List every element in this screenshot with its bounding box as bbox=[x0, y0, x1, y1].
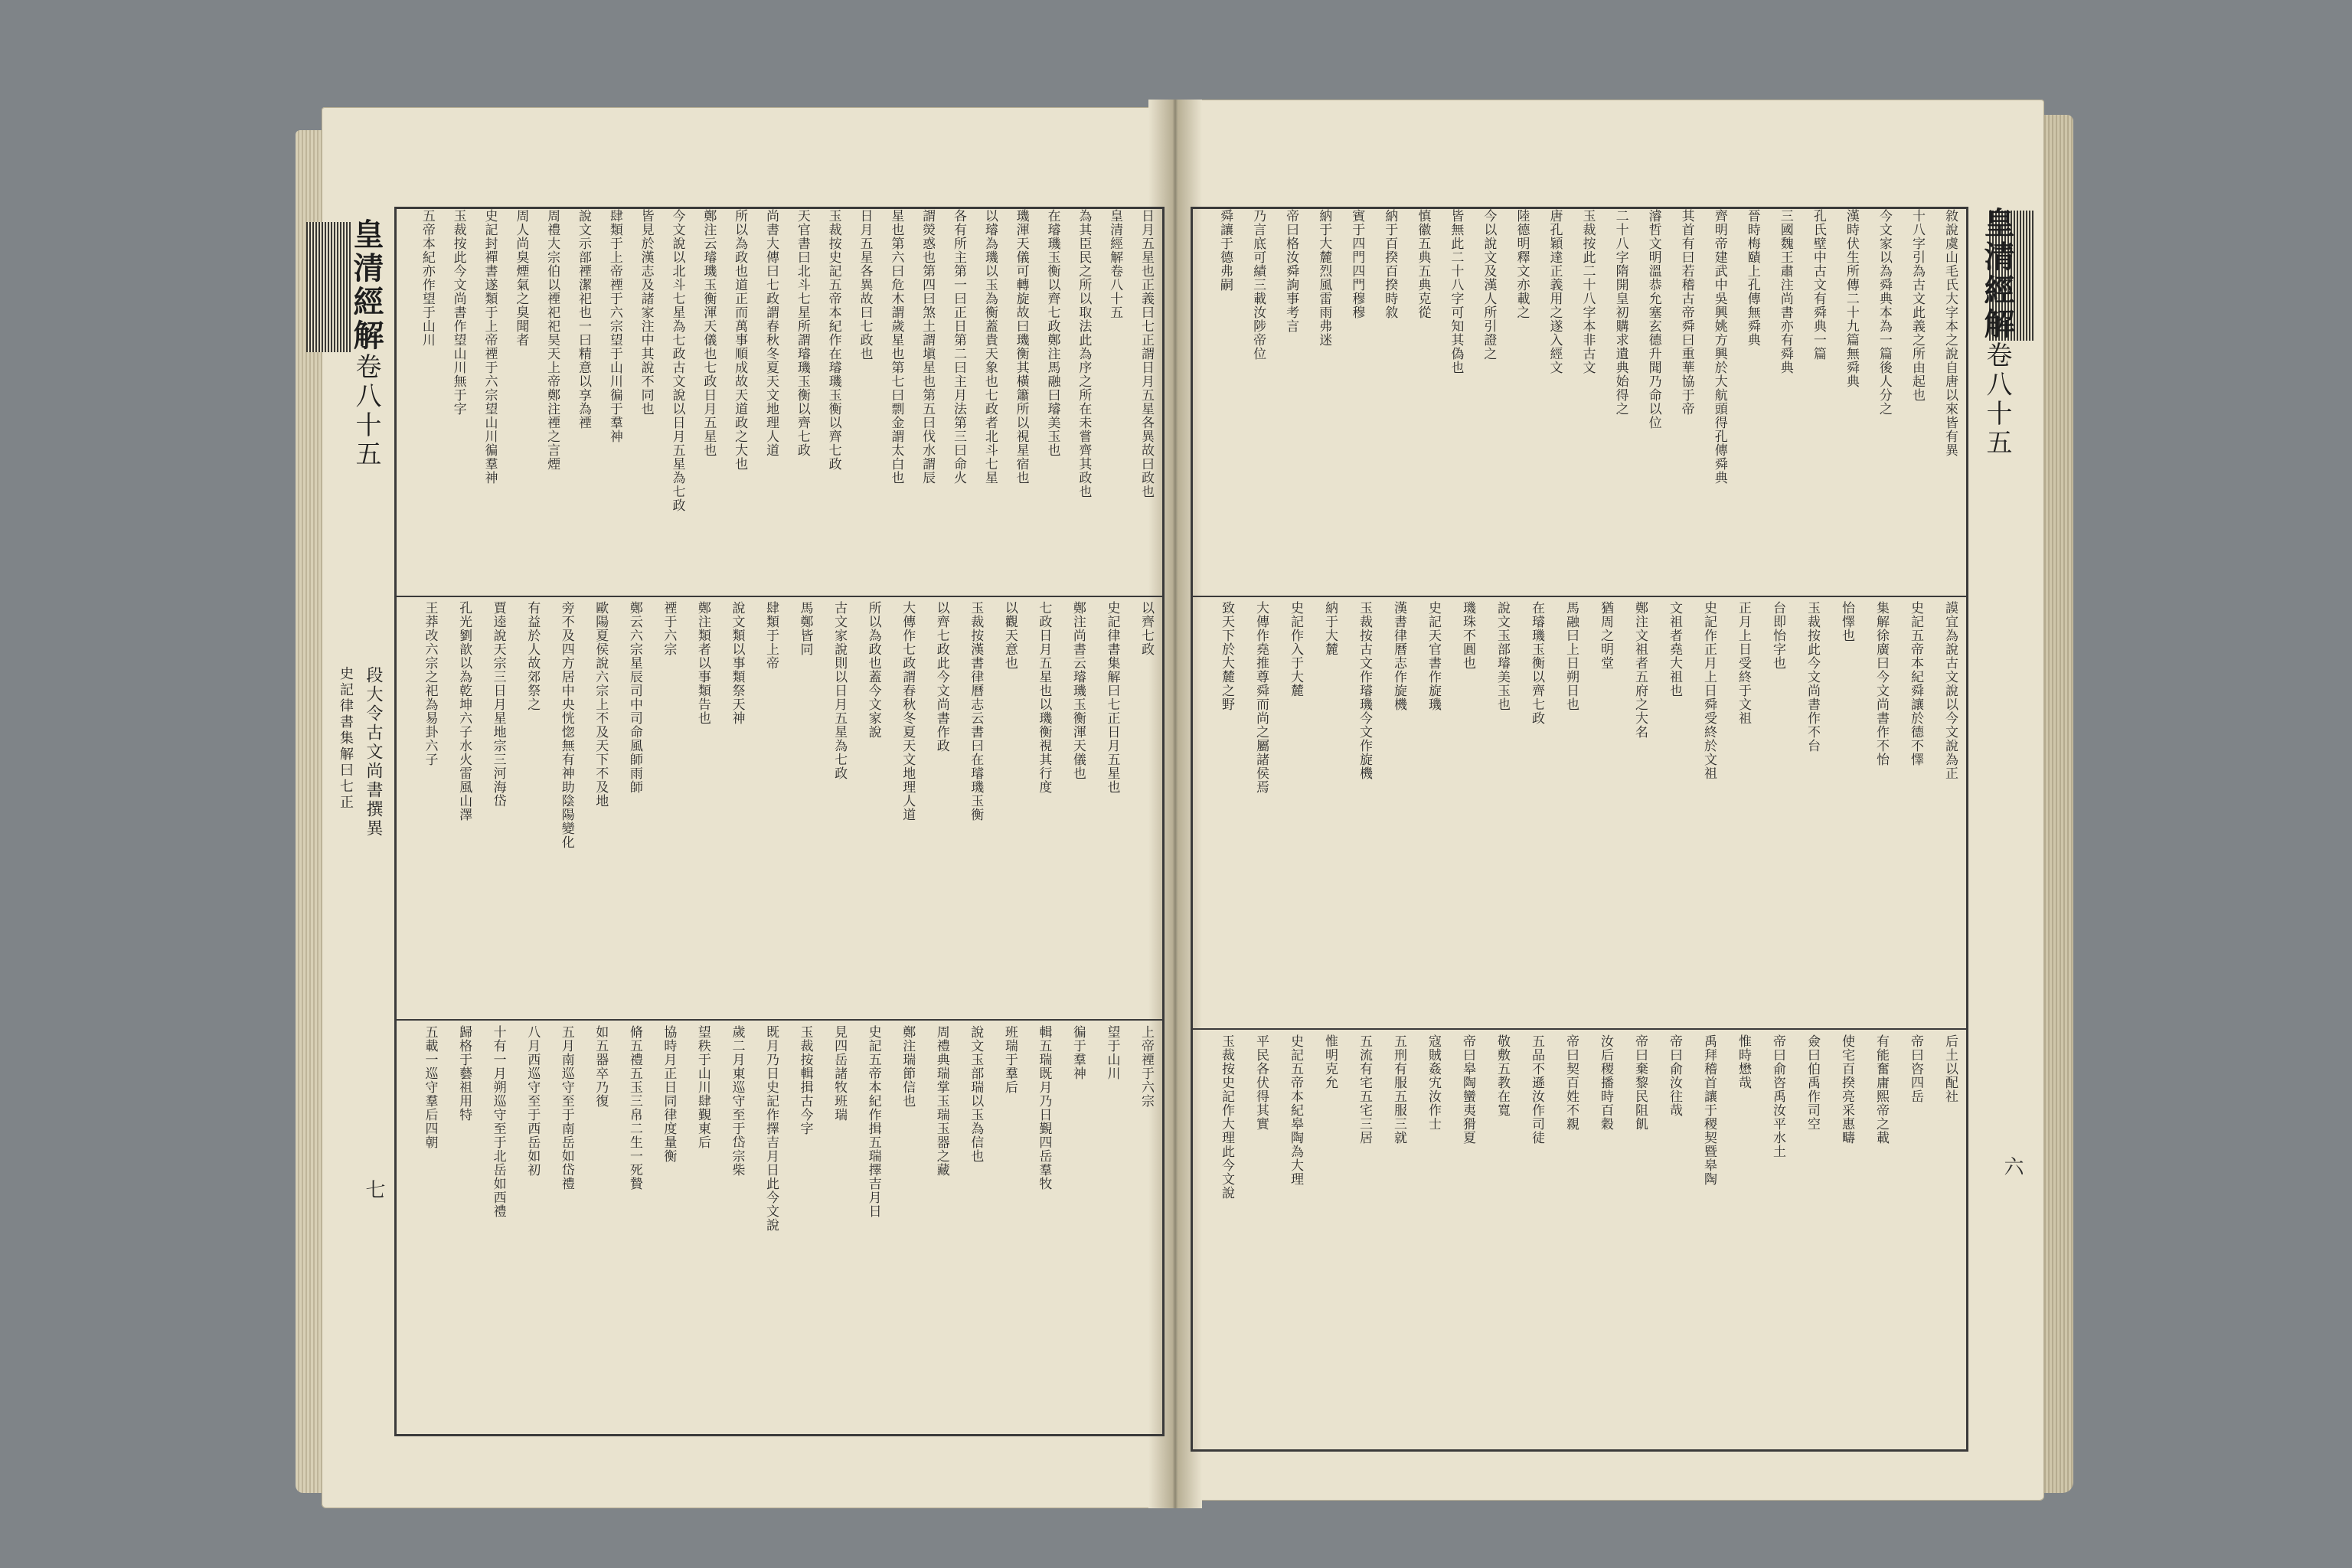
text-column: 皇清經解卷八十五 bbox=[1107, 209, 1123, 319]
text-column: 鄭注瑞節信也 bbox=[900, 1025, 916, 1108]
text-column: 史記封禪書遂類于上帝禋于六宗望山川徧羣神 bbox=[482, 209, 498, 485]
text-column: 鄭注尚書云璿璣玉衡渾天儀也 bbox=[1070, 601, 1086, 780]
text-column: 各有所主第一曰正日第二曰主月法第三曰命火 bbox=[951, 209, 966, 485]
text-column: 見四岳諸牧班瑞 bbox=[831, 1025, 848, 1122]
text-column: 肆類于上帝 bbox=[763, 601, 779, 670]
text-column: 怡懌也 bbox=[1839, 601, 1854, 642]
text-column: 十有一月朔巡守至于北岳如西禮 bbox=[490, 1025, 506, 1218]
text-column: 史記天官書作旋璣 bbox=[1426, 601, 1441, 711]
text-column: 璣渾天儀可轉旋故曰璣衡其橫簫所以視星宿也 bbox=[1013, 209, 1029, 485]
text-column: 皆無此二十八字可知其偽也 bbox=[1448, 209, 1464, 374]
text-column: 納于大麓 bbox=[1322, 601, 1338, 656]
text-column: 惟明克允 bbox=[1322, 1034, 1338, 1089]
text-column: 玉裁按史記五帝本紀作在璿璣玉衡以齊七政 bbox=[825, 209, 841, 471]
text-column: 歐陽夏侯說六宗上不及天下不及地 bbox=[593, 601, 609, 808]
text-column: 今以說文及漢人所引證之 bbox=[1481, 209, 1497, 361]
text-column: 以觀天意也 bbox=[1001, 601, 1018, 670]
text-column: 史記作入于大麓 bbox=[1288, 601, 1303, 697]
text-column: 望秩于山川肆覲東后 bbox=[694, 1025, 710, 1149]
text-column: 鄭注類者以事類告也 bbox=[694, 601, 710, 725]
text-column: 漢書律曆志作旋機 bbox=[1391, 601, 1406, 711]
text-column: 鄭注文祖者五府之大名 bbox=[1632, 601, 1648, 739]
text-column: 十八字引為古文此義之所由起也 bbox=[1909, 209, 1925, 402]
text-column: 有能奮庸熙帝之載 bbox=[1873, 1034, 1889, 1145]
left-middle-register bbox=[397, 601, 1162, 1013]
text-column: 輯五瑞既月乃日覲四岳羣牧 bbox=[1036, 1025, 1052, 1191]
text-column: 乃言底可績三載汝陟帝位 bbox=[1250, 209, 1266, 361]
text-column: 納于大麓烈風雷雨弗迷 bbox=[1316, 209, 1332, 347]
text-column: 五月南巡守至于南岳如岱禮 bbox=[558, 1025, 574, 1191]
text-column: 慎徽五典五典克從 bbox=[1415, 209, 1431, 319]
text-column: 說文類以事類祭天神 bbox=[729, 601, 745, 725]
text-column: 猶周之明堂 bbox=[1598, 601, 1613, 670]
text-column: 所以為政也道正而萬事順成故天道政之大也 bbox=[732, 209, 748, 471]
text-column: 皆見於漢志及諸家注中其說不同也 bbox=[638, 209, 654, 416]
text-column: 馬鄭皆同 bbox=[797, 601, 813, 656]
text-column: 大傳作堯推尊舜而尚之屬諸侯焉 bbox=[1253, 601, 1269, 794]
text-column: 汝后稷播時百穀 bbox=[1598, 1034, 1613, 1131]
text-column: 班瑞于羣后 bbox=[1001, 1025, 1018, 1094]
text-column: 帝曰俞汝往哉 bbox=[1667, 1034, 1682, 1117]
right-rule-2 bbox=[1193, 1028, 1966, 1030]
text-column: 璣珠不圓也 bbox=[1460, 601, 1475, 670]
text-column: 徧于羣神 bbox=[1070, 1025, 1086, 1080]
text-column: 周人尚臭煙氣之臭聞者 bbox=[513, 209, 529, 347]
right-upper-register bbox=[1193, 209, 1966, 592]
text-column: 帝曰皋陶蠻夷猾夏 bbox=[1460, 1034, 1475, 1145]
text-column: 說文玉部璿美玉也 bbox=[1494, 601, 1510, 711]
right-lower-register bbox=[1193, 1034, 1966, 1445]
text-column: 玉裁按此今文尚書作不台 bbox=[1805, 601, 1820, 753]
text-column: 孔氏壁中古文有舜典一篇 bbox=[1810, 209, 1826, 361]
left-volume-label: 卷八十五 bbox=[351, 353, 381, 469]
text-column: 旁不及四方居中央恍惚無有神助陰陽變化 bbox=[558, 601, 574, 849]
text-column: 玉裁按史記作大理此今文說 bbox=[1219, 1034, 1234, 1200]
text-column: 台即怡字也 bbox=[1770, 601, 1785, 670]
text-column: 齊明帝建武中吳興姚方興於大航頭得孔傳舜典 bbox=[1711, 209, 1727, 485]
text-column: 集解徐廣曰今文尚書作不怡 bbox=[1873, 601, 1889, 766]
text-column: 說文玉部瑞以玉為信也 bbox=[968, 1025, 984, 1163]
text-column: 敘說虞山毛氏大字本之說自唐以來皆有異 bbox=[1942, 209, 1958, 457]
text-column: 五載一巡守羣后四朝 bbox=[422, 1025, 438, 1149]
text-column: 星也第六曰危木謂歲星也第七曰剽金謂太白也 bbox=[888, 209, 904, 485]
right-volume-label: 卷八十五 bbox=[1981, 341, 2012, 458]
left-title-ornament bbox=[306, 222, 352, 352]
left-side-note-bottom: 史記律書集解曰七正 bbox=[338, 666, 354, 811]
text-column: 如五器卒乃復 bbox=[593, 1025, 609, 1108]
text-column: 正月上日受終于文祖 bbox=[1736, 601, 1751, 725]
text-column: 陸德明釋文亦載之 bbox=[1514, 209, 1530, 319]
text-column: 八月西巡守至于西岳如初 bbox=[524, 1025, 541, 1177]
text-column: 五品不遜汝作司徒 bbox=[1529, 1034, 1544, 1145]
text-column: 使宅百揆亮采惠疇 bbox=[1839, 1034, 1854, 1145]
right-running-title-text: 皇清經解 bbox=[1979, 207, 2015, 341]
text-column: 后土以配社 bbox=[1942, 1034, 1958, 1103]
text-column: 以齊七政此今文尚書作政 bbox=[933, 601, 949, 753]
text-column: 七政日月五星也以璣衡視其行度 bbox=[1036, 601, 1052, 794]
text-column: 納于百揆百揆時敘 bbox=[1382, 209, 1398, 319]
text-column: 帝曰棄黎民阻飢 bbox=[1632, 1034, 1648, 1131]
text-column: 僉曰伯禹作司空 bbox=[1805, 1034, 1820, 1131]
text-column: 望于山川 bbox=[1104, 1025, 1120, 1080]
text-column: 史記作正月上日舜受終於文祖 bbox=[1701, 601, 1717, 780]
text-column: 為其臣民之所以取法此為序之所在未嘗齊其政也 bbox=[1076, 209, 1092, 498]
text-column: 五流有宅五宅三居 bbox=[1357, 1034, 1372, 1145]
text-column: 濬哲文明溫恭允塞玄德升聞乃命以位 bbox=[1645, 209, 1661, 430]
text-column: 馬融曰上日朔日也 bbox=[1563, 601, 1579, 711]
left-lower-register bbox=[397, 1025, 1162, 1431]
text-column: 玉裁按此今文尚書作望山川無于字 bbox=[450, 209, 466, 416]
text-column: 帝曰俞咨禹汝平水土 bbox=[1770, 1034, 1785, 1158]
text-column: 日月五星各異故曰七政也 bbox=[857, 209, 873, 361]
text-column: 既月乃日史記作擇吉月日此今文說 bbox=[763, 1025, 779, 1232]
text-column: 玉裁按輯揖古今字 bbox=[797, 1025, 813, 1135]
text-column: 唐孔穎達正義用之遂入經文 bbox=[1547, 209, 1563, 374]
text-column: 五刑有服五服三就 bbox=[1391, 1034, 1406, 1145]
text-column: 寇賊姦宄汝作士 bbox=[1426, 1034, 1441, 1131]
text-column: 日月五星也正義曰七正謂日月五星各異故曰政也 bbox=[1138, 209, 1154, 498]
right-rule-1 bbox=[1193, 596, 1966, 597]
text-column: 大傳作七政謂春秋冬夏天文地理人道 bbox=[900, 601, 916, 822]
text-column: 賓于四門四門穆穆 bbox=[1349, 209, 1365, 319]
text-column: 以璿為璣以玉為衡蓋貴天象也七政者北斗七星 bbox=[982, 209, 998, 485]
text-column: 脩五禮五玉三帛二生一死贄 bbox=[626, 1025, 642, 1191]
left-rule-1 bbox=[397, 596, 1162, 597]
text-column: 晉時梅賾上孔傳無舜典 bbox=[1744, 209, 1760, 347]
right-folio: 六 bbox=[2001, 1156, 2024, 1176]
text-column: 玉裁按此二十八字本非古文 bbox=[1579, 209, 1596, 374]
text-column: 今文說以北斗七星為七政古文說以日月五星為七政 bbox=[669, 209, 685, 512]
text-column: 帝曰咨四岳 bbox=[1908, 1034, 1923, 1103]
text-column: 天官書曰北斗七星所謂璿璣玉衡以齊七政 bbox=[794, 209, 810, 457]
text-column: 孔光劉歆以為乾坤六子水火雷風山澤 bbox=[456, 601, 472, 822]
text-column: 歲二月東巡守至于岱宗柴 bbox=[729, 1025, 745, 1177]
left-page-frame bbox=[394, 207, 1165, 1436]
right-middle-register bbox=[1193, 601, 1966, 1022]
left-running-title bbox=[348, 218, 384, 469]
text-column: 有益於人故郊祭之 bbox=[524, 601, 541, 711]
text-column: 鄭注云璿璣玉衡渾天儀也七政日月五星也 bbox=[701, 209, 717, 457]
text-column: 古文家說則以日月五星為七政 bbox=[831, 601, 848, 780]
left-rule-2 bbox=[397, 1019, 1162, 1021]
text-column: 王莽改六宗之祀為易卦六子 bbox=[422, 601, 438, 766]
text-column: 上帝禋于六宗 bbox=[1138, 1025, 1154, 1108]
text-column: 以齊七政 bbox=[1138, 601, 1154, 656]
text-column: 史記律書集解曰七正日月五星也 bbox=[1104, 601, 1120, 794]
left-folio: 七 bbox=[362, 1179, 385, 1199]
text-column: 協時月正日同律度量衡 bbox=[661, 1025, 677, 1163]
text-column: 鄭云六宗星辰司中司命風師雨師 bbox=[626, 601, 642, 794]
text-column: 致天下於大麓之野 bbox=[1219, 601, 1234, 711]
text-column: 周禮典瑞掌玉瑞玉器之藏 bbox=[933, 1025, 949, 1177]
text-column: 在璿璣玉衡以齊七政 bbox=[1529, 601, 1544, 725]
text-column: 二十八字隋開皇初購求遺典始得之 bbox=[1612, 209, 1628, 416]
text-column: 玉裁按古文作璿璣今文作旋機 bbox=[1357, 601, 1372, 780]
left-running-title-text: 皇清經解 bbox=[348, 218, 384, 353]
text-column: 肆類于上帝禋于六宗望于山川徧于羣神 bbox=[606, 209, 622, 443]
text-column: 帝曰契百姓不親 bbox=[1563, 1034, 1579, 1131]
text-column: 謨宜為說古文說以今文說為正 bbox=[1942, 601, 1958, 780]
text-column: 史記五帝本紀作揖五瑞擇吉月日 bbox=[865, 1025, 881, 1218]
left-upper-register bbox=[397, 209, 1162, 592]
text-column: 史記五帝本紀皋陶為大理 bbox=[1288, 1034, 1303, 1186]
right-page-frame bbox=[1191, 207, 1968, 1452]
text-column: 五帝本紀亦作望于山川 bbox=[419, 209, 435, 347]
text-column: 文祖者堯大祖也 bbox=[1667, 601, 1682, 697]
text-column: 周禮大宗伯以禋祀祀昊天上帝鄭注禋之言煙 bbox=[544, 209, 560, 471]
text-column: 謂熒惑也第四曰煞土謂塡星也第五曰伐水謂辰 bbox=[920, 209, 936, 485]
left-side-note-top: 段大令古文尚書撰異 bbox=[364, 666, 383, 838]
text-column: 平民各伏得其實 bbox=[1253, 1034, 1269, 1131]
text-column: 禋于六宗 bbox=[661, 601, 677, 656]
text-column: 舜讓于德弗嗣 bbox=[1217, 209, 1233, 292]
text-column: 惟時懋哉 bbox=[1736, 1034, 1751, 1089]
text-column: 賈逵說天宗三日月星地宗三河海岱 bbox=[490, 601, 506, 808]
text-column: 尚書大傳曰七政謂春秋冬夏天文地理人道 bbox=[763, 209, 779, 457]
text-column: 玉裁按漢書律曆志云書曰在璿璣玉衡 bbox=[968, 601, 984, 822]
text-column: 史記五帝本紀舜讓於德不懌 bbox=[1908, 601, 1923, 766]
text-column: 三國魏王肅注尚書亦有舜典 bbox=[1777, 209, 1793, 374]
text-column: 歸格于藝祖用特 bbox=[456, 1025, 472, 1122]
right-running-title bbox=[1979, 207, 2014, 458]
text-column: 今文家以為舜典本為一篇後人分之 bbox=[1876, 209, 1892, 416]
text-column: 說文示部禋潔祀也一曰精意以享為禋 bbox=[576, 209, 591, 430]
text-column: 所以為政也蓋今文家說 bbox=[865, 601, 881, 739]
text-column: 其首有曰若稽古帝舜曰重華協于帝 bbox=[1678, 209, 1694, 416]
text-column: 禹拜稽首讓于稷契暨皋陶 bbox=[1701, 1034, 1717, 1186]
text-column: 帝曰格汝舜詢事考言 bbox=[1283, 209, 1299, 333]
text-column: 漢時伏生所傳二十九篇無舜典 bbox=[1843, 209, 1859, 388]
text-column: 在璿璣玉衡以齊七政鄭注馬融曰璿美玉也 bbox=[1044, 209, 1060, 457]
text-column: 敬敷五教在寬 bbox=[1494, 1034, 1510, 1117]
